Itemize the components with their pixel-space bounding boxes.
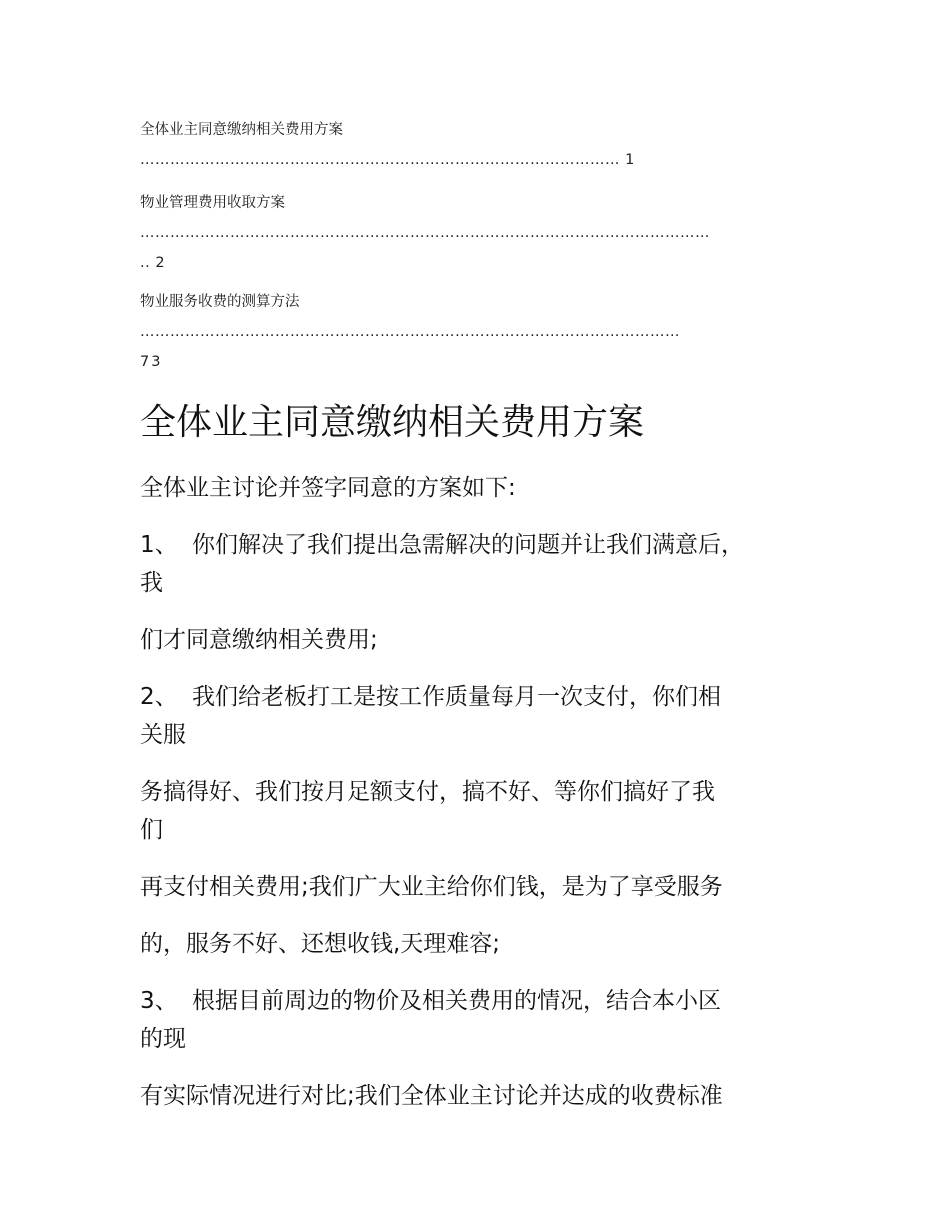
list-item-3-line: 有实际情况进行对比;我们全体业主讨论并达成的收费标准 <box>140 1083 723 1109</box>
list-item-3-line <box>140 985 721 1017</box>
toc-page-number: 73 <box>140 354 163 370</box>
list-item-1-line: 们才同意缴纳相关费用; <box>140 627 378 653</box>
list-item-number: 3、 <box>140 988 178 1014</box>
toc-page-number: 2 <box>155 255 167 271</box>
toc-entry-leader-line <box>140 145 810 175</box>
toc-entry-title[interactable]: 物业管理费用收取方案 <box>140 195 285 211</box>
toc-entry-leader-line <box>140 248 810 278</box>
toc-entry[interactable] <box>140 115 810 175</box>
toc-entry[interactable] <box>140 287 810 377</box>
list-item-2-line: 再支付相关费用;我们广大业主给你们钱，是为了享受服务 <box>140 874 723 900</box>
intro-paragraph: 全体业主讨论并签字同意的方案如下: <box>140 475 516 501</box>
list-item-1-line <box>140 529 744 561</box>
list-item-text: 你们解决了我们提出急需解决的问题并让我们满意后， <box>192 532 744 558</box>
toc-leader-dots: ……………………………………………………………………………………………… <box>140 324 680 340</box>
list-item-2-line: 的，服务不好、还想收钱,天理难容; <box>140 931 501 957</box>
list-item-text: 根据目前周边的物价及相关费用的情况，结合本小区 <box>192 988 721 1014</box>
list-item-2-line: 关服 <box>140 722 186 748</box>
list-item-3-line: 的现 <box>140 1026 186 1052</box>
toc-entry[interactable] <box>140 188 810 278</box>
toc-entry-title[interactable]: 物业服务收费的测算方法 <box>140 294 300 310</box>
list-item-2-line: 务搞得好、我们按月足额支付，搞不好、等你们搞好了我 <box>140 779 715 805</box>
list-item-2-line <box>140 681 721 713</box>
toc-leader-dots-continued: .. <box>140 255 151 271</box>
document-heading: 全体业主同意缴纳相关费用方案 <box>140 402 645 443</box>
toc-page-number: 1 <box>625 152 637 168</box>
toc-entry-title[interactable]: 全体业主同意缴纳相关费用方案 <box>140 122 343 138</box>
list-item-number: 1、 <box>140 532 178 558</box>
list-item-text: 我们给老板打工是按工作质量每月一次支付，你们相 <box>192 684 721 710</box>
list-item-2-line: 们 <box>140 817 163 843</box>
list-item-number: 2、 <box>140 684 178 710</box>
toc-leader-dots: …………………………………………………………………………………………………… <box>140 225 710 241</box>
toc-leader-dots: …………………………………………………………………………………… <box>140 152 620 168</box>
list-item-1-line: 我 <box>140 570 163 596</box>
